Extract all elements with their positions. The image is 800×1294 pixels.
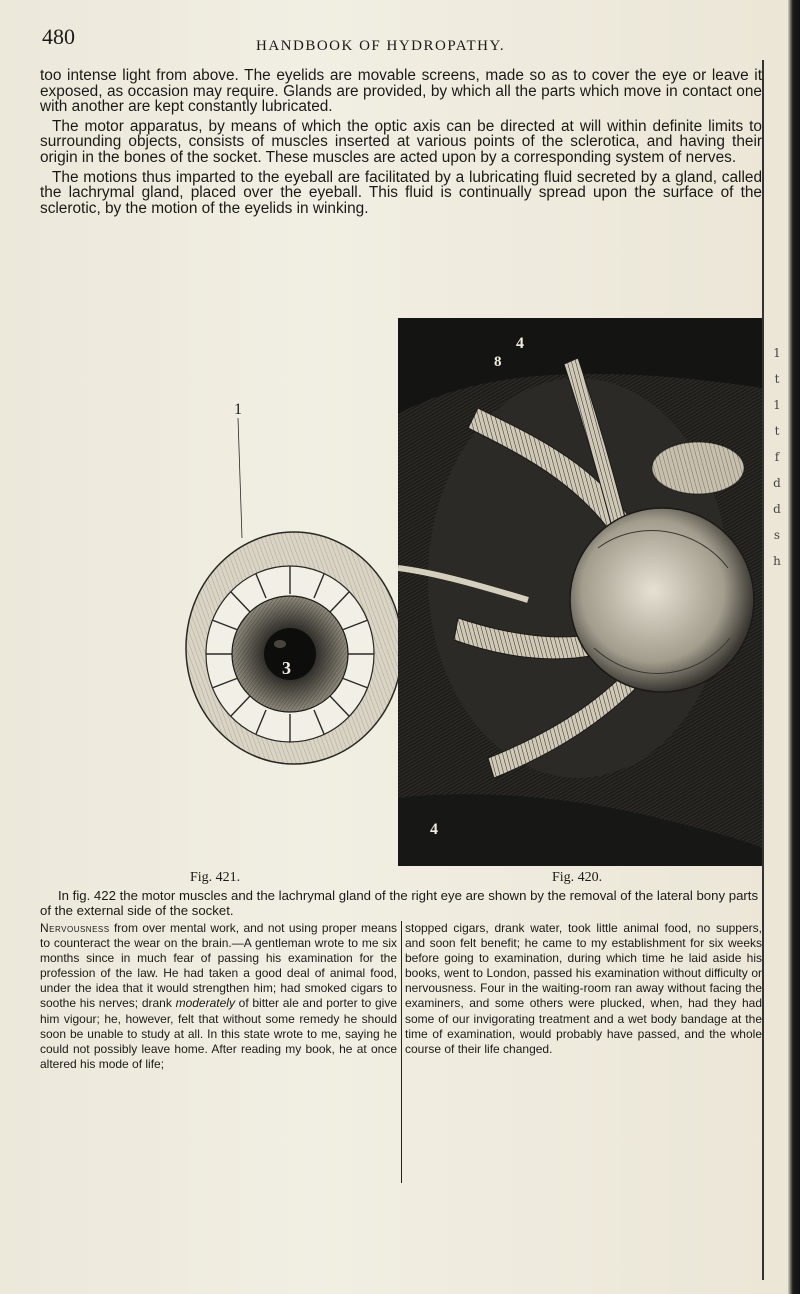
margin-glyph: t (774, 424, 780, 438)
figure-420-label: 8 (494, 354, 502, 370)
figure-note (40, 888, 762, 918)
article-left-text-b: of bitter ale and porter to give him vigour; he, however, felt that without some remedy he should soon be unable to study at all. In this state wrote to me, saying he could not possibly leave home. After reading my book, he at once altered his mode of life; (40, 996, 397, 1071)
margin-glyph: f (774, 450, 780, 464)
article-left-column (40, 921, 397, 1072)
article-right-text: stopped cigars, drank water, took little animal food, no suppers, and soon felt benefit; he came to my establishment for six weeks before going to examination, during which time he laid aside his books, went to London, passed his examination without difficulty or nervousness. Four in the waiting-room ran away without facing the examiners, and some others were plucked, when, had they had some of our invigorating treatment and a wet body bandage at the time of examination, would probably have passed, and the whole course of their life changed. (405, 921, 762, 1056)
margin-glyph: 1 (773, 346, 781, 360)
figure-421-label: 1 (234, 401, 242, 418)
figure-421-label: 3 (282, 658, 291, 678)
intro-text (40, 68, 762, 220)
margin-glyph: h (773, 554, 781, 568)
page-edge-rule (762, 60, 764, 1280)
running-head: HANDBOOK OF HYDROPATHY. (256, 38, 506, 54)
article-left-text-a: from over mental work, and not using proper means to counteract the wear on the brain.—A gentleman wrote to me six months since in much fear of passing his examination for the profession of the law. He had taken a good deal of animal food, under the idea that it would strengthen him; had smoked cigars to soothe his nerves; drank (40, 921, 397, 1011)
figure-420-caption: Fig. 420. (552, 870, 603, 885)
figure-420-label: 4 (516, 335, 524, 352)
column-divider (401, 921, 402, 1183)
article-left-italic: moderately (175, 996, 235, 1011)
margin-glyph: t (774, 372, 780, 386)
margin-glyph: s (773, 528, 781, 542)
figure-note-text: In fig. 422 the motor muscles and the lachrymal gland of the right eye are shown by the removal of the lateral bony parts of the external side of the socket. (40, 888, 759, 918)
figure-421-caption: Fig. 421. (190, 870, 241, 885)
article-lead-word: Nervousness (40, 921, 110, 935)
margin-glyph: d (773, 502, 781, 516)
intro-paragraph-3: The motions thus imparted to the eyeball are facilitated by a lubricating fluid secreted by a gland, called the lachrymal gland, placed over the eyeball. This fluid is continually spread upon the surface of the sclerotic, by the motion of the eyelids in winking. (40, 168, 762, 217)
figure-420-label: 4 (430, 821, 438, 838)
margin-glyph: 1 (773, 398, 781, 412)
article-right-column (405, 921, 762, 1057)
figure-420-lachrymal-gland-illustration (398, 318, 762, 866)
figure-421-eye-illustration (176, 398, 414, 798)
page-number: 480 (42, 24, 75, 49)
margin-glyph: d (773, 476, 781, 490)
intro-paragraph-2: The motor apparatus, by means of which the optic axis can be directed at will within definite limits to surrounding objects, consists of muscles inserted at various points of the sclerotica, and having their origin in the bones of the socket. These muscles are acted upon by a corresponding system of nerves. (40, 117, 762, 166)
intro-paragraph-1: too intense light from above. The eyelids are movable screens, made so as to cover the eye or leave it exposed, as occasion may require. Glands are provided, by which all the parts which move in contact one with another are kept constantly lubricated. (40, 67, 762, 116)
margin-bleed-text (770, 340, 784, 574)
book-spine-edge (788, 0, 800, 1294)
